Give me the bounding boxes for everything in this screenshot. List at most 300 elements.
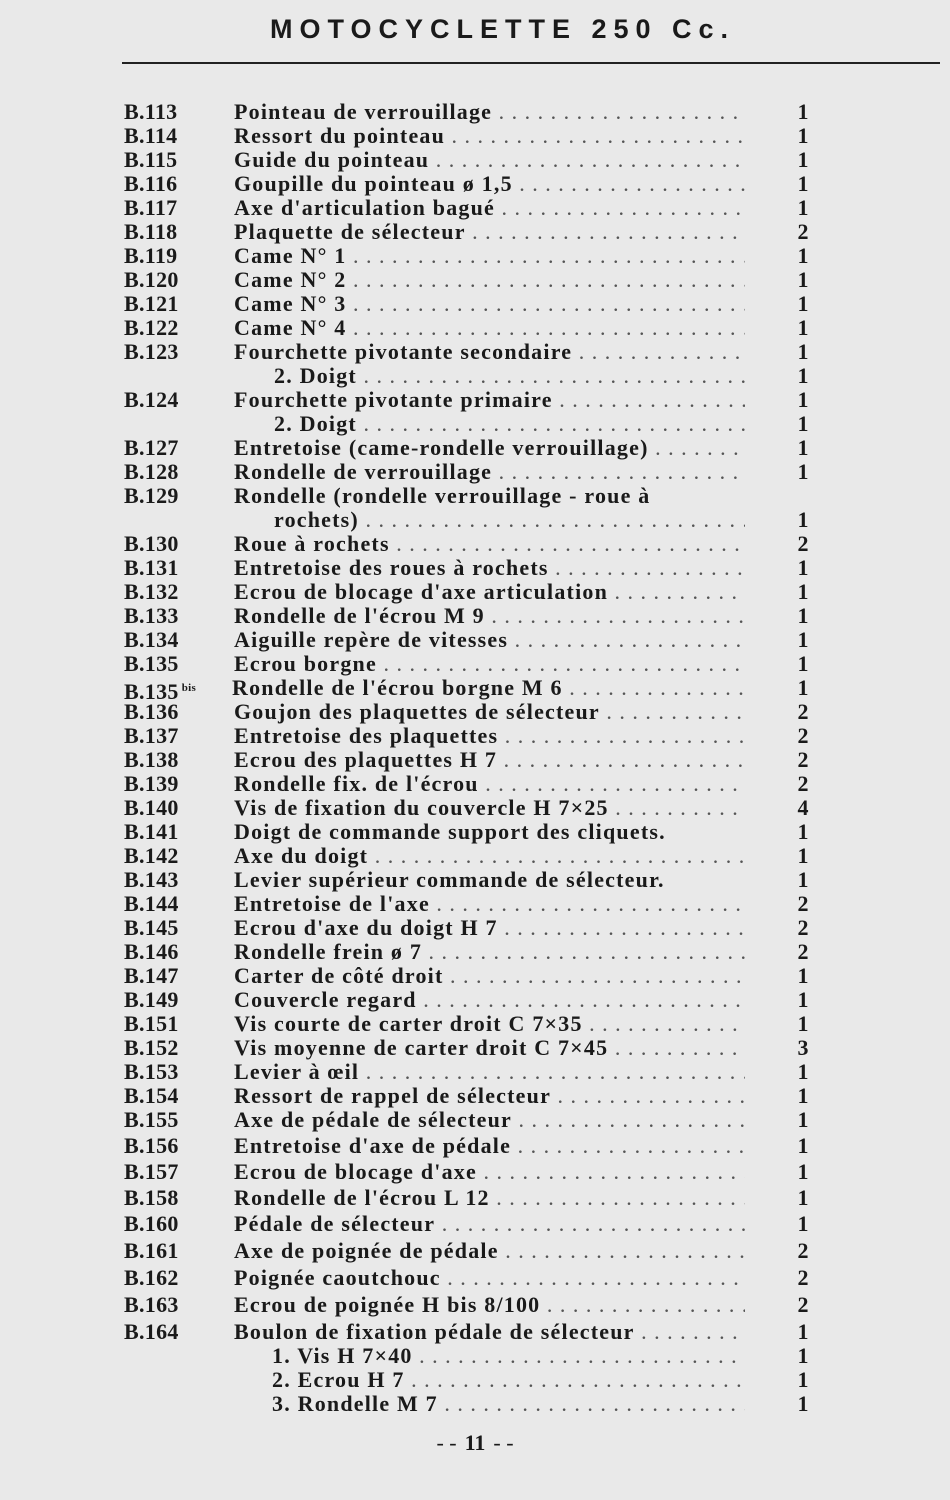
part-quantity: 1 xyxy=(797,675,809,700)
part-description-text: Entretoise (came-rondelle verrouillage) . . . xyxy=(234,436,745,460)
part-reference xyxy=(124,220,177,244)
part-quantity: 2 xyxy=(797,531,809,556)
part-reference-number: B.164 xyxy=(124,1319,179,1344)
part-description-text: Levier à œil . . . xyxy=(234,1060,745,1084)
part-reference xyxy=(124,340,179,364)
part-description-text: Levier supérieur commande de sélecteur. xyxy=(234,868,665,892)
part-quantity: 1 xyxy=(797,363,809,388)
list-item xyxy=(0,940,950,964)
list-item xyxy=(0,604,950,628)
part-description xyxy=(234,1239,745,1263)
part-reference xyxy=(124,1160,179,1184)
list-item xyxy=(0,268,950,292)
part-description xyxy=(234,940,745,964)
list-item xyxy=(0,844,950,868)
part-description xyxy=(234,772,745,796)
part-description xyxy=(232,676,745,700)
part-description-text: Came N° 4 . . . xyxy=(234,316,745,340)
part-description-text: Poignée caoutchouc . . . xyxy=(234,1266,745,1290)
part-reference-number: B.156 xyxy=(124,1133,179,1158)
part-reference xyxy=(124,172,177,196)
part-description xyxy=(234,436,745,460)
list-item xyxy=(0,172,950,196)
list-item xyxy=(0,316,950,340)
list-item xyxy=(0,556,950,580)
part-quantity: 1 xyxy=(797,123,809,148)
part-reference-number: B.157 xyxy=(124,1159,179,1184)
part-description-text: Rondelle de l'écrou M 9 . . . xyxy=(234,604,745,628)
part-reference-number: B.162 xyxy=(124,1265,179,1290)
part-reference-number: B.118 xyxy=(124,219,178,244)
part-reference xyxy=(124,1084,179,1108)
part-quantity: 1 xyxy=(797,195,809,220)
part-description xyxy=(234,556,745,580)
part-reference-number: B.115 xyxy=(124,147,178,172)
part-reference xyxy=(124,532,179,556)
part-reference xyxy=(124,580,179,604)
part-reference-number: B.135 xyxy=(124,651,179,676)
part-description-text: Rondelle fix. de l'écrou . . . xyxy=(234,772,745,796)
part-description-text: Boulon de fixation pédale de sélecteur . . . xyxy=(234,1320,745,1344)
part-quantity: 2 xyxy=(797,219,809,244)
part-description-text: Roue à rochets . . . xyxy=(234,532,745,556)
part-description xyxy=(274,412,745,436)
list-item xyxy=(0,748,950,772)
list-item xyxy=(0,124,950,148)
part-quantity: 1 xyxy=(797,411,809,436)
part-description xyxy=(234,292,745,316)
part-description-text: 3. Rondelle M 7 . . . xyxy=(272,1392,745,1416)
part-quantity: 2 xyxy=(797,939,809,964)
part-quantity: 1 xyxy=(797,651,809,676)
part-description-text: Rondelle de l'écrou L 12 . . . xyxy=(234,1186,745,1210)
part-reference-number: B.140 xyxy=(124,795,179,820)
list-item xyxy=(0,652,950,676)
part-description xyxy=(234,460,745,484)
part-quantity: 1 xyxy=(797,1133,809,1158)
part-reference-number: B.123 xyxy=(124,339,179,364)
list-item xyxy=(0,988,950,1012)
part-quantity: 2 xyxy=(797,1238,809,1263)
list-item xyxy=(0,196,950,220)
part-description xyxy=(234,916,745,940)
part-description-text: 2. Ecrou H 7 . . . xyxy=(272,1368,745,1392)
part-quantity: 1 xyxy=(797,339,809,364)
part-reference-number: B.153 xyxy=(124,1059,179,1084)
part-description xyxy=(234,196,745,220)
list-item xyxy=(0,580,950,604)
part-description xyxy=(234,244,745,268)
part-reference xyxy=(124,292,179,316)
part-description xyxy=(234,844,745,868)
part-quantity: 2 xyxy=(797,699,809,724)
part-reference xyxy=(124,868,179,892)
part-reference xyxy=(124,916,179,940)
part-quantity: 1 xyxy=(797,987,809,1012)
list-item xyxy=(0,1186,950,1210)
part-quantity: 2 xyxy=(797,723,809,748)
part-quantity: 1 xyxy=(797,243,809,268)
part-description-text: 2. Doigt . . . xyxy=(274,364,745,388)
part-description xyxy=(234,748,745,772)
part-quantity: 1 xyxy=(797,1367,809,1392)
part-reference xyxy=(124,556,179,580)
page-number: 11 xyxy=(464,1430,486,1455)
list-item xyxy=(0,724,950,748)
part-description-text: Came N° 2 . . . xyxy=(234,268,745,292)
part-reference-number: B.127 xyxy=(124,435,179,460)
part-quantity: 1 xyxy=(797,1319,809,1344)
part-reference-number: B.158 xyxy=(124,1185,179,1210)
part-quantity: 1 xyxy=(797,555,809,580)
part-description xyxy=(234,220,745,244)
part-reference-number: B.155 xyxy=(124,1107,179,1132)
part-reference-number: B.128 xyxy=(124,459,179,484)
part-description-text: Axe d'articulation bagué . . . xyxy=(234,196,745,220)
part-description xyxy=(234,1266,745,1290)
list-item xyxy=(0,1108,950,1132)
part-description-text: Entretoise de l'axe . . . xyxy=(234,892,745,916)
part-description xyxy=(234,1084,745,1108)
part-reference-number: B.161 xyxy=(124,1238,179,1263)
part-quantity: 1 xyxy=(797,819,809,844)
part-reference-number: B.121 xyxy=(124,291,179,316)
part-reference-number: B.136 xyxy=(124,699,179,724)
part-description xyxy=(234,532,745,556)
part-quantity: 2 xyxy=(797,1292,809,1317)
part-description-text: rochets) . . . xyxy=(274,508,745,532)
part-quantity: 2 xyxy=(797,747,809,772)
part-description-text: Pointeau de verrouillage . . . xyxy=(234,100,745,124)
part-reference-number: B.117 xyxy=(124,195,178,220)
part-reference-number: B.149 xyxy=(124,987,179,1012)
list-item xyxy=(0,244,950,268)
part-description xyxy=(234,988,745,1012)
part-description xyxy=(272,1344,745,1368)
part-description xyxy=(234,268,745,292)
list-item xyxy=(0,892,950,916)
part-quantity: 1 xyxy=(797,1159,809,1184)
list-item xyxy=(0,388,950,412)
part-quantity: 1 xyxy=(797,1391,809,1416)
part-quantity: 1 xyxy=(797,1211,809,1236)
part-description xyxy=(234,724,745,748)
part-reference-number: B.120 xyxy=(124,267,179,292)
list-item xyxy=(0,1012,950,1036)
part-description xyxy=(234,388,745,412)
part-reference-number: B.116 xyxy=(124,171,178,196)
part-description-text: Aiguille repère de vitesses . . . xyxy=(234,628,745,652)
part-description xyxy=(234,1012,745,1036)
part-description-text: Entretoise des roues à rochets . . . xyxy=(234,556,745,580)
part-reference-number: B.160 xyxy=(124,1211,179,1236)
part-description xyxy=(234,604,745,628)
list-item xyxy=(0,868,950,892)
part-description-text: Vis de fixation du couvercle H 7×25 . . . xyxy=(234,796,745,820)
part-reference xyxy=(124,940,179,964)
part-description xyxy=(234,796,745,820)
part-description xyxy=(272,1392,745,1416)
part-description-text: Axe du doigt . . . xyxy=(234,844,745,868)
part-reference xyxy=(124,436,179,460)
part-description-text: Fourchette pivotante secondaire . . . xyxy=(234,340,745,364)
part-quantity: 4 xyxy=(797,795,809,820)
part-reference-number: B.152 xyxy=(124,1035,179,1060)
part-reference xyxy=(124,652,179,676)
part-quantity: 1 xyxy=(797,435,809,460)
part-description-text: 2. Doigt . . . xyxy=(274,412,745,436)
part-description-text: Ecrou des plaquettes H 7 . . . xyxy=(234,748,745,772)
part-reference-number: B.143 xyxy=(124,867,179,892)
part-reference-number: B.141 xyxy=(124,819,179,844)
list-item xyxy=(0,1036,950,1060)
part-reference xyxy=(124,1134,179,1158)
part-reference xyxy=(124,1293,179,1317)
list-item xyxy=(0,1293,950,1317)
list-item xyxy=(0,700,950,724)
part-quantity: 1 xyxy=(797,867,809,892)
footer-dash-right: - - xyxy=(493,1430,514,1455)
part-description xyxy=(234,892,745,916)
part-description xyxy=(234,1293,745,1317)
part-description xyxy=(234,148,745,172)
part-description xyxy=(234,1160,745,1184)
list-item xyxy=(0,1368,950,1392)
part-description-text: Ressort de rappel de sélecteur . . . xyxy=(234,1084,745,1108)
part-reference xyxy=(124,772,179,796)
part-description xyxy=(234,1134,745,1158)
part-quantity: 1 xyxy=(797,171,809,196)
part-reference xyxy=(124,100,177,124)
list-item xyxy=(0,100,950,124)
part-quantity: 1 xyxy=(797,843,809,868)
part-reference-number: B.130 xyxy=(124,531,179,556)
part-description xyxy=(234,172,745,196)
part-reference-number: B.151 xyxy=(124,1011,179,1036)
part-description-text: Ressort du pointeau . . . xyxy=(234,124,745,148)
part-reference-suffix: bis xyxy=(181,682,197,694)
list-item xyxy=(0,1320,950,1344)
part-quantity: 1 xyxy=(797,627,809,652)
part-quantity: 1 xyxy=(797,147,809,172)
list-item xyxy=(0,340,950,364)
part-reference-number: B.119 xyxy=(124,243,178,268)
page-title: MOTOCYCLETTE 250 Cc. xyxy=(269,14,736,44)
list-item xyxy=(0,1084,950,1108)
list-item xyxy=(0,796,950,820)
list-item xyxy=(0,628,950,652)
part-description xyxy=(234,100,745,124)
part-quantity: 2 xyxy=(797,915,809,940)
list-item xyxy=(0,436,950,460)
list-item xyxy=(0,675,950,704)
list-item xyxy=(0,1239,950,1263)
part-quantity: 1 xyxy=(797,267,809,292)
part-description-text: Plaquette de sélecteur . . . xyxy=(234,220,745,244)
list-item xyxy=(0,508,950,532)
part-quantity: 2 xyxy=(797,1265,809,1290)
part-reference xyxy=(124,268,179,292)
part-quantity: 1 xyxy=(797,1011,809,1036)
list-item xyxy=(0,532,950,556)
list-item xyxy=(0,220,950,244)
part-reference-number: B.124 xyxy=(124,387,179,412)
part-description-text: Vis courte de carter droit C 7×35 . . . xyxy=(234,1012,745,1036)
part-reference xyxy=(124,988,179,1012)
list-item xyxy=(0,460,950,484)
part-description xyxy=(234,1036,745,1060)
list-item xyxy=(0,1392,950,1416)
part-reference-number: B.146 xyxy=(124,939,179,964)
part-quantity: 1 xyxy=(797,387,809,412)
part-description-text: Rondelle de l'écrou borgne M 6 . . . xyxy=(232,676,745,700)
part-description-text: Came N° 1 . . . xyxy=(234,244,745,268)
part-reference xyxy=(124,796,179,820)
part-reference-number: B.134 xyxy=(124,627,179,652)
part-description-text: Entretoise des plaquettes . . . xyxy=(234,724,745,748)
part-description xyxy=(234,1320,745,1344)
part-description xyxy=(234,580,745,604)
part-description-text: Rondelle (rondelle verrouillage - roue à xyxy=(234,484,651,508)
part-quantity: 1 xyxy=(797,459,809,484)
part-reference xyxy=(124,820,179,844)
part-description-text: Vis moyenne de carter droit C 7×45 . . . xyxy=(234,1036,745,1060)
part-description xyxy=(234,1108,745,1132)
part-reference-number: B.139 xyxy=(124,771,179,796)
part-description xyxy=(234,316,745,340)
list-item xyxy=(0,1160,950,1184)
part-description-text: Carter de côté droit . . . xyxy=(234,964,745,988)
part-quantity: 2 xyxy=(797,771,809,796)
part-description xyxy=(234,340,745,364)
part-description xyxy=(234,652,745,676)
part-reference xyxy=(124,700,179,724)
part-reference xyxy=(124,892,179,916)
part-description xyxy=(234,868,745,892)
list-item xyxy=(0,1060,950,1084)
page-footer xyxy=(0,1430,950,1456)
part-reference xyxy=(124,148,177,172)
list-item xyxy=(0,964,950,988)
part-reference xyxy=(124,1108,179,1132)
part-reference-number: B.131 xyxy=(124,555,179,580)
list-item xyxy=(0,772,950,796)
part-description xyxy=(234,964,745,988)
part-description xyxy=(234,628,745,652)
part-reference-number: B.144 xyxy=(124,891,179,916)
part-description-text: Rondelle de verrouillage . . . xyxy=(234,460,745,484)
part-description-text: Axe de poignée de pédale . . . xyxy=(234,1239,745,1263)
part-reference xyxy=(124,1212,179,1236)
part-reference xyxy=(124,460,179,484)
part-description xyxy=(274,364,745,388)
part-description-text: Ecrou d'axe du doigt H 7 . . . xyxy=(234,916,745,940)
part-description xyxy=(234,1186,745,1210)
part-quantity: 1 xyxy=(797,1083,809,1108)
list-item xyxy=(0,148,950,172)
part-reference xyxy=(124,316,179,340)
part-reference-number: B.122 xyxy=(124,315,179,340)
part-description-text: Ecrou borgne . . . xyxy=(234,652,745,676)
part-quantity: 1 xyxy=(797,1185,809,1210)
part-quantity: 1 xyxy=(797,579,809,604)
part-description xyxy=(234,820,745,844)
part-description xyxy=(274,508,745,532)
part-reference-number: B.147 xyxy=(124,963,179,988)
part-reference xyxy=(124,964,179,988)
part-description-text: Entretoise d'axe de pédale . . . xyxy=(234,1134,745,1158)
part-reference-number: B.163 xyxy=(124,1292,179,1317)
part-description-text: Couvercle regard . . . xyxy=(234,988,745,1012)
list-item xyxy=(0,364,950,388)
list-item xyxy=(0,1266,950,1290)
part-quantity: 1 xyxy=(797,291,809,316)
part-reference xyxy=(124,1239,179,1263)
part-reference-number: B.129 xyxy=(124,483,179,508)
list-item xyxy=(0,1134,950,1158)
part-description-text: Rondelle frein ø 7 . . . xyxy=(234,940,745,964)
part-reference-number: B.145 xyxy=(124,915,179,940)
part-reference-number: B.133 xyxy=(124,603,179,628)
part-quantity: 1 xyxy=(797,1343,809,1368)
part-description xyxy=(234,1212,745,1236)
part-description-text: Doigt de commande support des cliquets. xyxy=(234,820,666,844)
list-item xyxy=(0,484,950,508)
part-reference-number: B.135 xyxy=(124,679,179,704)
part-description-text: Ecrou de blocage d'axe articulation . . . xyxy=(234,580,745,604)
part-description-text: Goupille du pointeau ø 1,5 . . . xyxy=(234,172,745,196)
part-reference-number: B.132 xyxy=(124,579,179,604)
part-description xyxy=(234,1060,745,1084)
part-reference xyxy=(124,388,179,412)
part-description xyxy=(234,484,745,508)
part-reference xyxy=(124,1060,179,1084)
part-reference xyxy=(124,196,177,220)
part-description-text: Fourchette pivotante primaire . . . xyxy=(234,388,745,412)
part-quantity: 1 xyxy=(797,507,809,532)
part-reference xyxy=(124,124,177,148)
part-reference xyxy=(124,628,179,652)
part-reference xyxy=(124,1186,179,1210)
part-reference-number: B.142 xyxy=(124,843,179,868)
part-description-text: Axe de pédale de sélecteur . . . xyxy=(234,1108,745,1132)
part-description xyxy=(272,1368,745,1392)
part-reference-number: B.114 xyxy=(124,123,178,148)
part-reference xyxy=(124,1266,179,1290)
part-quantity: 1 xyxy=(797,603,809,628)
part-reference xyxy=(124,604,179,628)
part-description-text: Ecrou de blocage d'axe . . . xyxy=(234,1160,745,1184)
part-reference xyxy=(124,844,179,868)
list-item xyxy=(0,916,950,940)
part-description xyxy=(234,124,745,148)
part-description-text: Came N° 3 . . . xyxy=(234,292,745,316)
part-reference xyxy=(124,1036,179,1060)
part-description-text: 1. Vis H 7×40 . . . xyxy=(272,1344,745,1368)
part-description-text: Guide du pointeau . . . xyxy=(234,148,745,172)
part-quantity: 1 xyxy=(797,1107,809,1132)
part-reference-number: B.137 xyxy=(124,723,179,748)
part-reference xyxy=(124,1320,179,1344)
part-quantity: 1 xyxy=(797,315,809,340)
part-reference xyxy=(124,748,179,772)
list-item xyxy=(0,1212,950,1236)
part-reference-number: B.154 xyxy=(124,1083,179,1108)
part-quantity: 3 xyxy=(797,1035,809,1060)
part-reference xyxy=(124,724,179,748)
part-quantity: 1 xyxy=(797,99,809,124)
part-quantity: 1 xyxy=(797,963,809,988)
